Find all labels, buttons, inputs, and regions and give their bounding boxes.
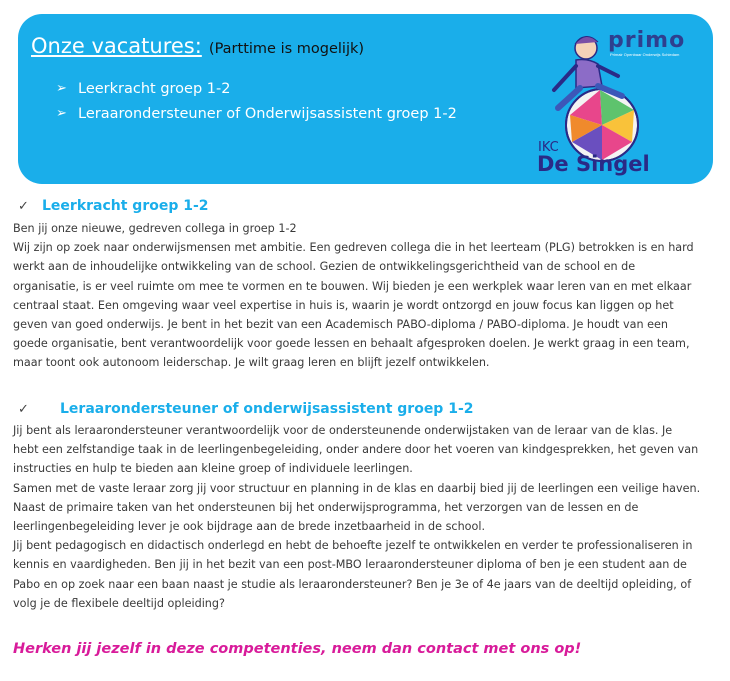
paragraph-line: Pabo en op zoek naar een baan naast je studie als leraarondersteuner? Ben je 3e of 4e jaars van de deeltijd opleiding, of (13, 577, 692, 591)
paragraph-line: hebt een zelfstandige taak in de leerlingenbegeleiding, onder andere door het voeren van kindgesprekken, het geven van (13, 443, 699, 457)
primo-logo (590, 18, 710, 58)
banner-vacancy-item (56, 76, 457, 101)
paragraph-line: Ben jij onze nieuwe, gedreven collega in groep 1-2 (13, 222, 297, 235)
checkmark-icon: ✓ (18, 198, 29, 214)
paragraph-line: goede organisatie, bent verantwoordelijk voor goede lessen en behaalt afgesproken doelen. Je werkt graag in een team, (13, 337, 690, 351)
school-name-logo: De Singel (537, 152, 650, 176)
primo-logo-tagline: Primair Openbaar Onderwijs Schiedam (610, 52, 680, 57)
banner-vacancy-item (56, 101, 457, 126)
paragraph-line: werkt aan de inhoudelijke ontwikkeling van de school. Gezien de ontwikkelingsgerichtheid van de school en de (13, 260, 636, 274)
call-to-action: Herken jij jezelf in deze competenties, neem dan contact met ons op! (13, 641, 582, 657)
section-title-text: Leerkracht groep 1-2 (42, 198, 209, 214)
section-title-leraarondersteuner (18, 401, 474, 417)
paragraph-line: volg je de flexibele deeltijd opleiding? (13, 596, 225, 610)
paragraph-line: Samen met de vaste leraar zorg jij voor structuur en planning in de klas en daarbij bied jij de leerlingen een veilige haven. (13, 481, 701, 495)
section-title-leerkracht (18, 198, 209, 214)
banner-title: Onze vacatures: (31, 34, 202, 58)
banner-vacancy-list (56, 76, 457, 126)
paragraph-line: maar toont ook autonoom leiderschap. Je wilt graag leren en blijft jezelf ontwikkelen. (13, 356, 490, 370)
section-body-leraarondersteuner (13, 421, 713, 613)
paragraph-line: instructies en hulp te bieden aan kleine groep of individuele leerlingen. (13, 462, 413, 476)
checkmark-icon: ✓ (18, 401, 29, 417)
paragraph-line: kennis en vaardigheden. Ben jij in het bezit van een post-MBO leraarondersteuner diploma of ben je een student aan de (13, 558, 687, 572)
paragraph-line: organisatie, is er veel ruimte om mee te vormen en te bouwen. Wij bieden je een werkplek waar leren van en met elkaar (13, 279, 692, 293)
section-title-text: Leraarondersteuner of onderwijsassistent groep 1-2 (60, 401, 474, 417)
banner-heading (31, 34, 364, 58)
primo-logo-text: primo (608, 28, 686, 53)
paragraph-line: Wij zijn op zoek naar onderwijsmensen met ambitie. Een gedreven collega die in het leerteam (PLG) betrokken is en hard (13, 241, 694, 255)
paragraph-line: Naast de primaire taken van het ondersteunen bij het onderwijsprogramma, het verzorgen van de lessen en de (13, 500, 639, 514)
paragraph-line: geven van goed onderwijs. Je bent in het bezit van een Academisch PABO-diploma / PABO-diploma. Je houdt van een (13, 318, 668, 332)
banner-vacancy-label: Leerkracht groep 1-2 (78, 80, 231, 97)
arrow-bullet-icon: ➢ (56, 81, 67, 96)
banner-subtitle: (Parttime is mogelijk) (208, 41, 365, 57)
paragraph-line: centraal staat. Een omgeving waar veel expertise in huis is, waarin je wordt ontzorgd en jouw focus kan liggen op het (13, 298, 674, 312)
banner-vacancy-label: Leraarondersteuner of Onderwijsassistent groep 1-2 (78, 105, 457, 122)
arrow-bullet-icon: ➢ (56, 106, 67, 121)
ikc-label: IKC (538, 140, 559, 155)
paragraph-line: Jij bent pedagogisch en didactisch onderlegd en hebt de behoefte jezelf te ontwikkelen en verder te professionaliseren in (13, 539, 693, 553)
paragraph-line: Jij bent als leraarondersteuner verantwoordelijk voor de ondersteunende onderwijstaken van de leraar van de klas. Je (13, 424, 673, 437)
section-body-leerkracht (13, 219, 713, 373)
paragraph-line: leerlingenbegeleiding lever je ook bijdrage aan de brede inzetbaarheid in de school. (13, 520, 486, 534)
